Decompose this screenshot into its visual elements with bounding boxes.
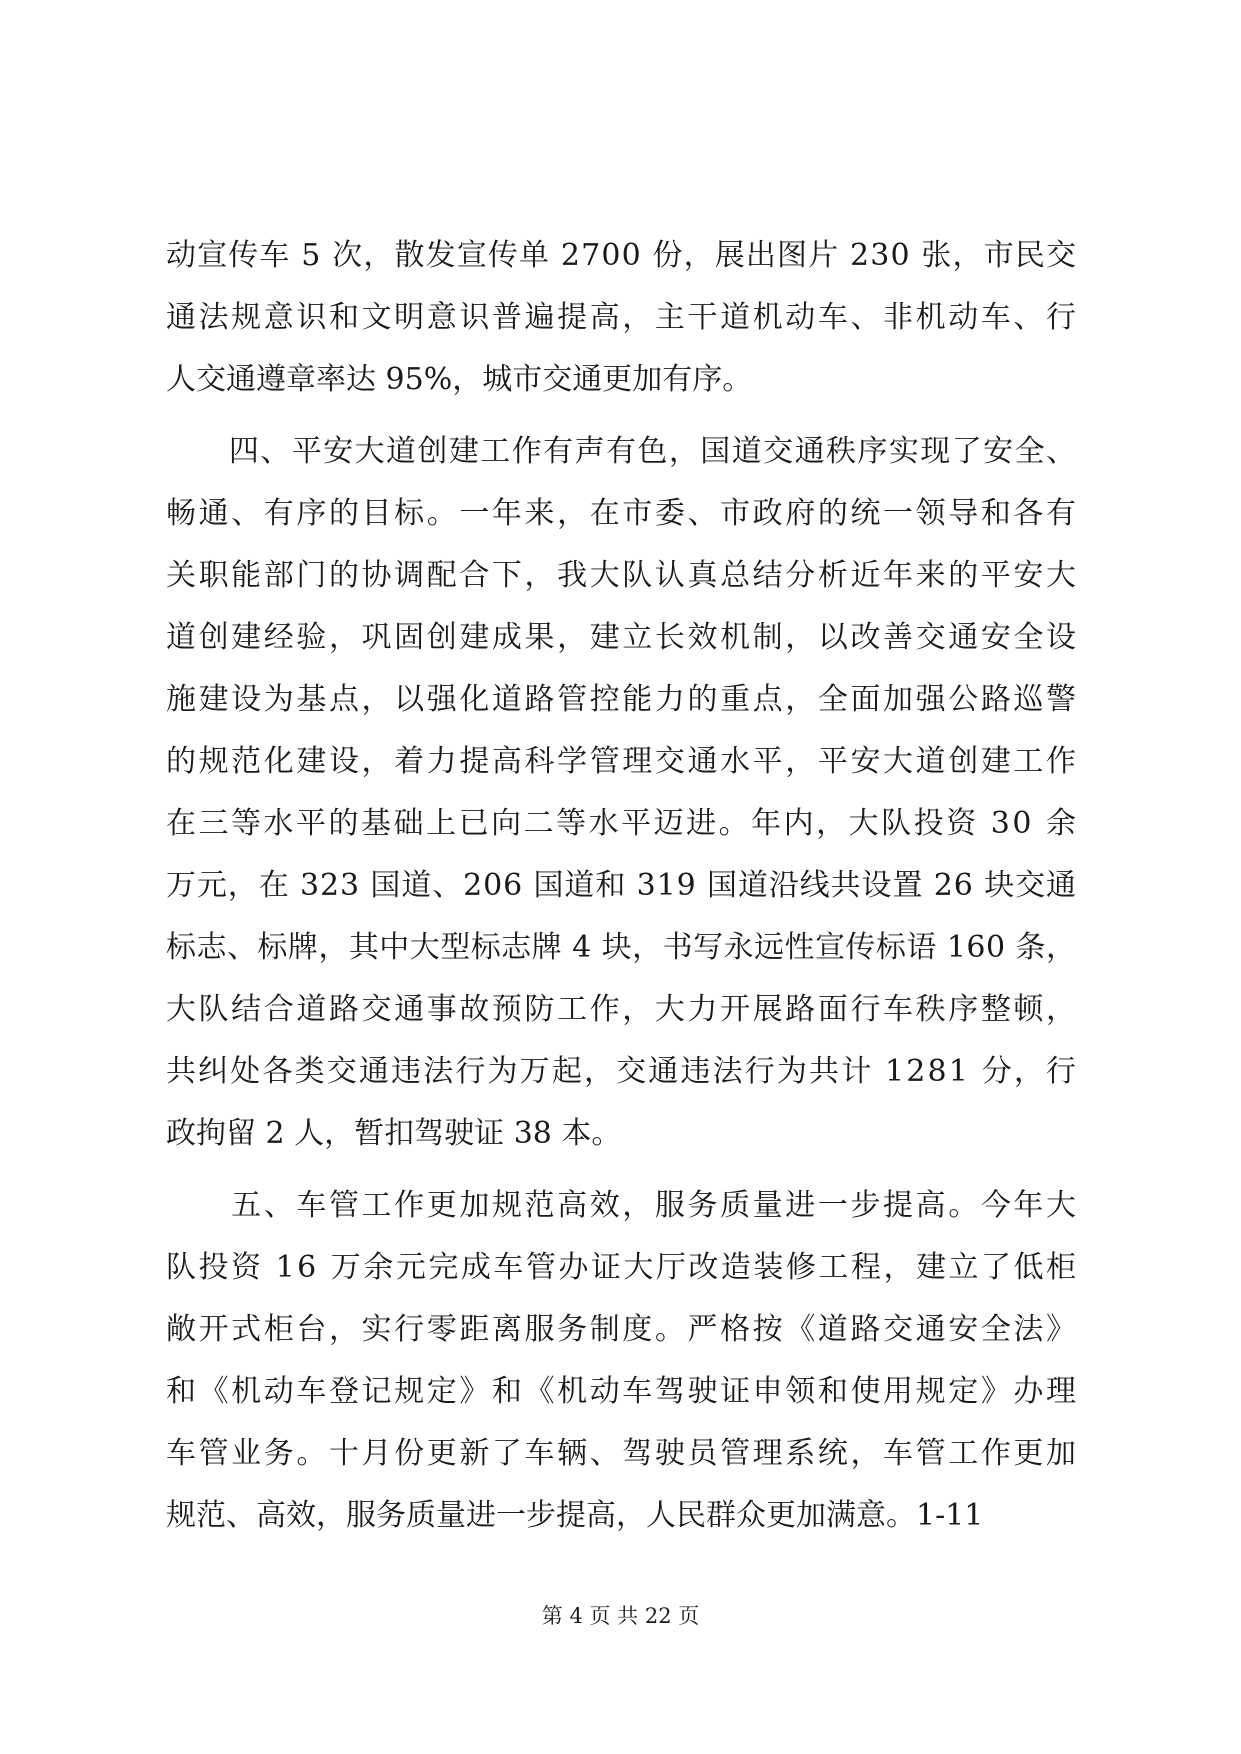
text-line: 畅通、有序的目标。一年来，在市委、市政府的统一领导和各有 (166, 496, 1079, 531)
text-line: 在三等水平的基础上已向二等水平迈进。年内，大队投资 30 余 (166, 806, 1079, 841)
text-line: 通法规意识和文明意识普遍提高，主干道机动车、非机动车、行 (166, 300, 1079, 335)
paragraph-section-5 (166, 1175, 1079, 1547)
text-line: 道创建经验，巩固创建成果，建立长效机制，以改善交通安全设 (166, 620, 1079, 655)
text-line: 政拘留 2 人，暂扣驾驶证 38 本。 (166, 1116, 622, 1151)
text-line: 共纠处各类交通违法行为万起，交通违法行为共计 1281 分，行 (166, 1054, 1079, 1089)
text-line: 五、车管工作更加规范高效，服务质量进一步提高。今年大 (166, 1188, 1079, 1223)
text-line: 人交通遵章率达 95%，城市交通更加有序。 (166, 362, 753, 397)
text-line: 四、平安大道创建工作有声有色，国道交通秩序实现了安全、 (166, 434, 1078, 469)
text-line: 标志、标牌，其中大型标志牌 4 块，书写永远性宣传标语 160 条， (166, 930, 1077, 965)
paragraph-gap (166, 1165, 1076, 1175)
paragraph-continued (166, 225, 1079, 411)
text-line: 大队结合道路交通事故预防工作，大力开展路面行车秩序整顿， (166, 992, 1079, 1027)
text-line: 万元，在 323 国道、206 国道和 319 国道沿线共设置 26 块交通 (166, 868, 1077, 903)
text-line: 车管业务。十月份更新了车辆、驾驶员管理系统，车管工作更加 (166, 1436, 1079, 1471)
paragraph-gap (166, 411, 1076, 421)
text-line: 动宣传车 5 次，散发宣传单 2700 份，展出图片 230 张，市民交 (166, 238, 1078, 273)
paragraph-section-4 (166, 421, 1079, 1165)
document-body (166, 225, 1079, 1547)
text-line: 和《机动车登记规定》和《机动车驾驶证申领和使用规定》办理 (166, 1374, 1079, 1409)
text-line: 的规范化建设，着力提高科学管理交通水平，平安大道创建工作 (166, 744, 1079, 779)
text-line: 队投资 16 万余元完成车管办证大厅改造装修工程，建立了低柜 (166, 1250, 1079, 1285)
text-line: 关职能部门的协调配合下，我大队认真总结分析近年来的平安大 (166, 558, 1079, 593)
text-line: 敞开式柜台，实行零距离服务制度。严格按《道路交通安全法》 (166, 1312, 1079, 1347)
text-line: 规范、高效，服务质量进一步提高，人民群众更加满意。1-11 (166, 1498, 984, 1533)
text-line: 施建设为基点，以强化道路管控能力的重点，全面加强公路巡警 (166, 682, 1079, 717)
page-number: 第 4 页 共 22 页 (541, 1604, 700, 1628)
